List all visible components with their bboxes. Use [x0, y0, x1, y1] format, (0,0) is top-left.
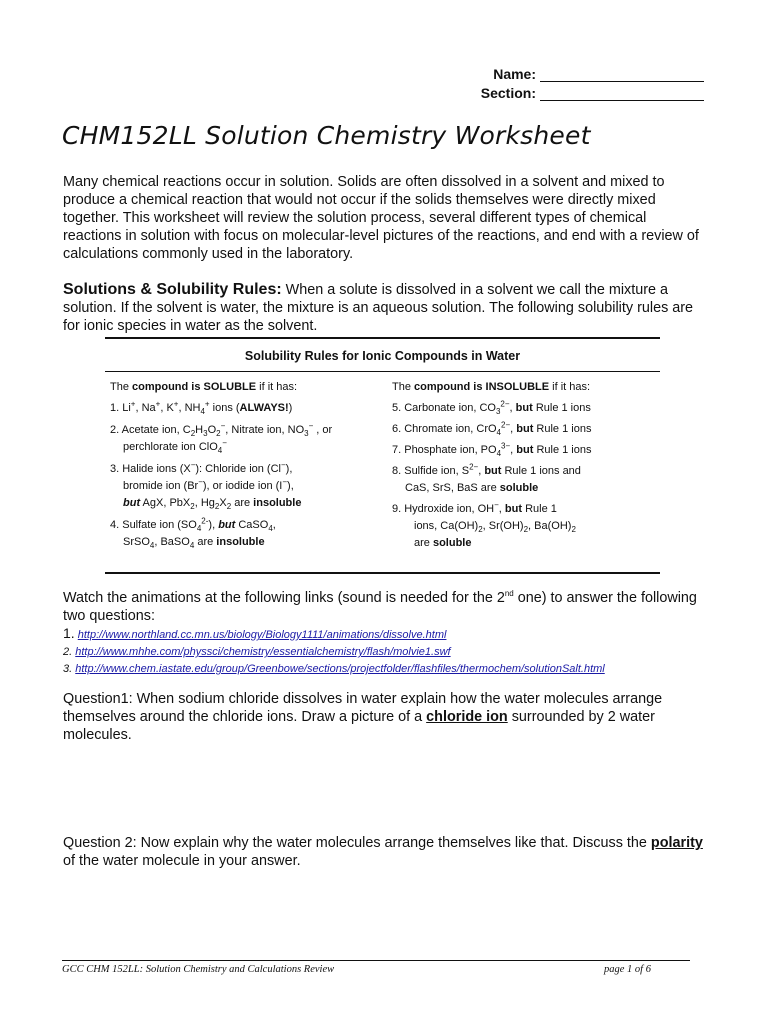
question-1-text-end: surrounded by 2 water molecules.	[63, 709, 655, 743]
insoluble-column	[392, 379, 657, 556]
insoluble-rule: 8. Sulfide ion, $S^{2-}$, but Rule 1 ions and CaS, SrS, BaS are soluble	[392, 462, 581, 494]
soluble-rule: 1. Li+, Na+, K+, $NH_4^+$ ions (ALWAYS!)	[110, 399, 293, 417]
insoluble-rule: 5. Carbonate ion, $CO_3^{2-}$, but Rule 1 ions	[392, 399, 591, 417]
section-row	[476, 82, 704, 101]
name-section-block	[476, 63, 704, 101]
insoluble-rule: 6. Chromate ion, CrO$_4^{2-}$, but Rule 1 ions	[392, 420, 592, 438]
question-1-text: Question1: When sodium chloride dissolves in water explain how the water molecules arrange themselves around the chloride ions. Draw a picture of a	[63, 691, 663, 725]
soluble-rule: 2. Acetate ion, $C_2H_3O_2^-$, Nitrate ion, $NO_3^-$ , or perchlorate ion ClO$_4$−	[110, 421, 333, 456]
soluble-rule: 4. Sulfate ion $(SO_4^{2-})$, but CaSO$_4$, SrSO$_4$, BaSO$_4$ are insoluble	[110, 516, 276, 551]
footer-course-title: GCC CHM 152LL: Solution Chemistry and Calculations Review	[62, 964, 335, 975]
question-1-emphasis: chloride ion	[426, 709, 508, 725]
solubility-paragraph	[63, 281, 703, 335]
insoluble-rule: 9. Hydroxide ion, OH−, but Rule 1 ions, $Ca(OH)_2$, $Sr(OH)_2$, $Ba(OH)_2$ are soluble	[392, 500, 576, 549]
soluble-rule: 3. Halide ions (X−): Chloride ion (Cl−), bromide ion (Br−), or iodide ion (I−), but AgX, PbX$_2$, $Hg_2X_2$ are insoluble	[110, 460, 302, 512]
rules-table-divider	[105, 371, 660, 372]
solubility-rules-table	[105, 337, 660, 574]
question-2-emphasis: polarity	[650, 835, 703, 851]
link-number: 2.	[63, 646, 73, 658]
soluble-column	[110, 379, 385, 556]
soluble-header: The compound is SOLUBLE if it has:	[110, 381, 298, 393]
insoluble-rule: 7. Phosphate ion, $PO_4^{3-}$, but Rule 1 ions	[392, 441, 592, 459]
section-label: Section:	[480, 85, 536, 101]
animation-link[interactable]: http://www.mhhe.com/physsci/chemistry/essentialchemistry/flash/molvie1.swf	[75, 646, 451, 658]
question-2-text-end: of the water molecule in your answer.	[63, 853, 301, 869]
solubility-heading: Solutions & Solubility Rules:	[63, 281, 282, 298]
footer-page-number: page 1 of 6	[604, 964, 651, 975]
name-blank-line[interactable]	[540, 67, 704, 82]
animation-link[interactable]: http://www.chem.iastate.edu/group/Greenbowe/sections/projectfolder/flashfiles/thermochem/solutionSalt.html	[75, 663, 605, 675]
question-2	[63, 834, 703, 870]
rules-table-title: Solubility Rules for Ionic Compounds in Water	[244, 349, 521, 363]
link-item	[63, 625, 605, 644]
link-number: 3.	[63, 663, 73, 675]
name-label: Name:	[493, 66, 536, 82]
link-item	[63, 644, 605, 661]
worksheet-title: CHM152LL Solution Chemistry Worksheet	[62, 121, 591, 150]
solubility-text: When a solute is dissolved in a solvent we call the mixture a solution. If the solvent is water, the mixture is an aqueous solution. The following solubility rules are for ionic species in water as the solvent.	[63, 282, 694, 334]
link-number: 1.	[63, 625, 75, 641]
question-1	[63, 690, 703, 744]
animation-links-list	[63, 625, 605, 678]
name-row	[476, 63, 704, 82]
section-blank-line[interactable]	[540, 86, 704, 101]
footer-divider	[62, 960, 690, 961]
animation-link[interactable]: http://www.northland.cc.mn.us/biology/Biology1111/animations/dissolve.html	[77, 629, 447, 641]
intro-paragraph: Many chemical reactions occur in solution. Solids are often dissolved in a solvent and mixed to produce a chemical reaction that would not occur if the solids themselves were directly mixed together. This worksheet will review the solution process, several different types of chemical reactions in solution with focus on molecular-level pictures of the reactions, and end with a review of calculations commonly used in the laboratory.	[63, 174, 699, 262]
link-item	[63, 661, 605, 678]
watch-paragraph: Watch the animations at the following links (sound is needed for the 2nd one) to answer the following two questions:	[63, 589, 697, 624]
insoluble-header: The compound is INSOLUBLE if it has:	[392, 381, 591, 393]
question-2-text: Question 2: Now explain why the water molecules arrange themselves like that. Discuss the	[63, 835, 651, 851]
